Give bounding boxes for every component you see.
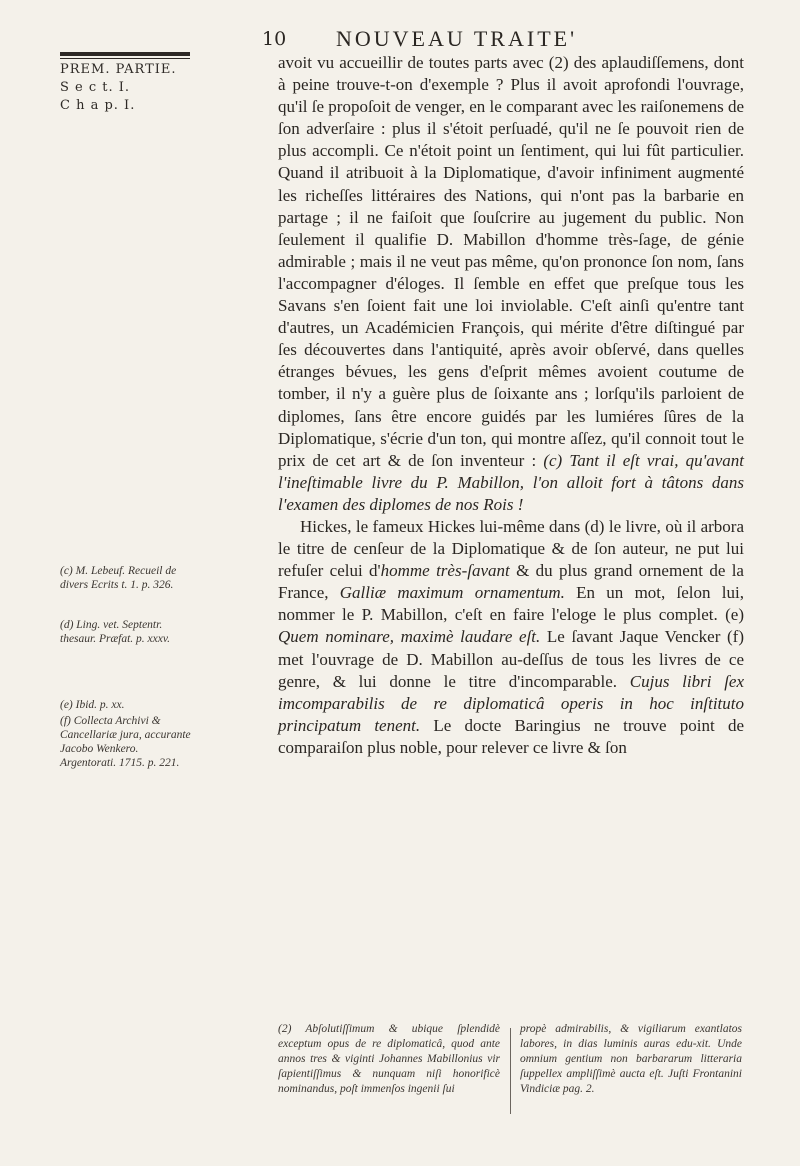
- paragraph-2-text-b: & du plus grand ornement de la France,: [278, 561, 744, 603]
- paragraph-2: [278, 516, 744, 759]
- sidenote-d: (d) Ling. vet. Septentr. thesaur. Præfat. p. xxxv.: [60, 619, 170, 645]
- quote-galliae: Galliæ maximum ornamentum.: [339, 583, 565, 603]
- footnote-right-text: propè admirabilis, & vigiliarum exantlatos labores, in dias luminis auras edu-xit. Unde omnium gentium non barbararum litteraria ſuppellex ampliſſimè aucta eſt. Juſti Frontanini Vindiciæ pag. 2.: [520, 1023, 742, 1095]
- paragraph-1: [278, 52, 744, 516]
- section-marker: [60, 52, 200, 115]
- main-text: [278, 52, 744, 759]
- footnote-right: [520, 1022, 742, 1097]
- paragraph-2-text-c: En un mot, ſelon lui, nommer le P. Mabillon, c'eſt en faire l'eloge le plus complet. (e): [278, 583, 744, 625]
- page-number: 10: [262, 28, 287, 50]
- section-rule-thin: [60, 58, 190, 59]
- footnote-left: [278, 1022, 500, 1097]
- sidenote-e: (e) Ibid. p. xx.: [60, 699, 125, 711]
- quote-homme-savant: homme très-ſavant: [380, 561, 510, 581]
- part-label: PREM. PARTIE.: [60, 62, 177, 77]
- footnote-left-text: (2) Abſolutiſſimum & ubique ſplendidè exceptum opus de re diplomaticâ, quod ante annos tres & viginti Johannes Mabillonius vir ſapientiſſimus & nunquam niſi honorificè nominandus, poſt immenſos ingenii ſui: [278, 1023, 500, 1095]
- sidenote-c: (c) M. Lebeuf. Recueil de divers Ecrits t. 1. p. 326.: [60, 565, 177, 591]
- chap-label: C h a p. I.: [60, 98, 136, 113]
- paragraph-2-text-a: Hickes, le fameux Hickes lui-même dans (d) le livre, où il arbora le titre de cenſeur de la Diplomatique & de ſon auteur, ne put lui refuſer celui d': [278, 516, 744, 581]
- sect-label: S e c t. I.: [60, 80, 131, 95]
- quote-quem-nominare: Quem nominare, maximè laudare eſt.: [278, 627, 541, 647]
- sidenote-f: (f) Collecta Archivi & Cancellariæ jura, accurante Jacobo Wenkero. Argentorati. 1715. p. 221.: [60, 715, 191, 769]
- quote-cujus-libri: Cujus libri ſex imcomparabilis de re diplomaticâ operis in hoc inſtituto principatum tenent.: [278, 671, 745, 735]
- running-title: NOUVEAU TRAITE': [336, 26, 578, 51]
- paragraph-1-text: avoit vu accueillir de toutes parts avec (2) des aplaudiſſemens, dont à peine trouve-t-on d'exemple ? Plus il avoit aprofondi l'ouvrage, qu'il ſe propoſoit de venger, en le comparant avec les raiſonemens de ſon adverſaire : plus il s'étoit perſuadé, qu'il ne ſe pouvoit rien de plus accompli. Ce n'étoit point un ſentiment, qui lui fût particulier. Quand il atribuoit à la Diplomatique, d'avoir infiniment augmenté les richeſſes littéraires des Nations, qui n'ont pas la barbarie en partage ; il ne faiſoit que ſouſcrire au jugement du public. Non ſeulement il qualifie D. Mabillon d'homme très-ſage, de génie admirable ; mais il ne veut pas même, qu'on prononce ſon nom, ſans l'accompagner d'éloges. Il ſemble en effet que preſque tous les Savans s'en ſoient fait une loi inviolable. C'eſt ainſi qu'entre tant d'autres, un Académicien François, qui mérite d'être diſtingué par ſes découvertes dans l'antiquité, après avoir obſervé, dans quelles étranges bévues, les gens d'eſprit mêmes avoient coutume de tomber, il n'y a guère plus de ſoixante ans ; lorſqu'ils parloient de diplomes, ſans être encore guidés par les lumiéres ſûres de la Diplomatique, s'écrie d'un ton, qui montre aſſez, qu'il connoit tout le prix de cet art & de ſon inventeur :: [278, 53, 744, 470]
- paragraph-2-text-d: Le ſavant Jaque Vencker (f) met l'ouvrage de D. Mabillon au-deſſus de tous les livres de ce genre, & lui donne le titre d'incomparable.: [278, 627, 744, 691]
- section-rule-thick: [60, 52, 190, 56]
- running-head: [0, 24, 800, 54]
- paragraph-2-text-e: Le docte Baringius ne trouve point de comparaiſon plus noble, pour relever ce livre & ſon: [278, 715, 744, 757]
- footnote-divider: [510, 1028, 511, 1114]
- quote-lebeuf: (c) Tant il eſt vrai, qu'avant l'ineſtimable livre du P. Mabillon, l'on alloit fort à tâtons dans l'examen des diplomes de nos Rois !: [278, 450, 744, 514]
